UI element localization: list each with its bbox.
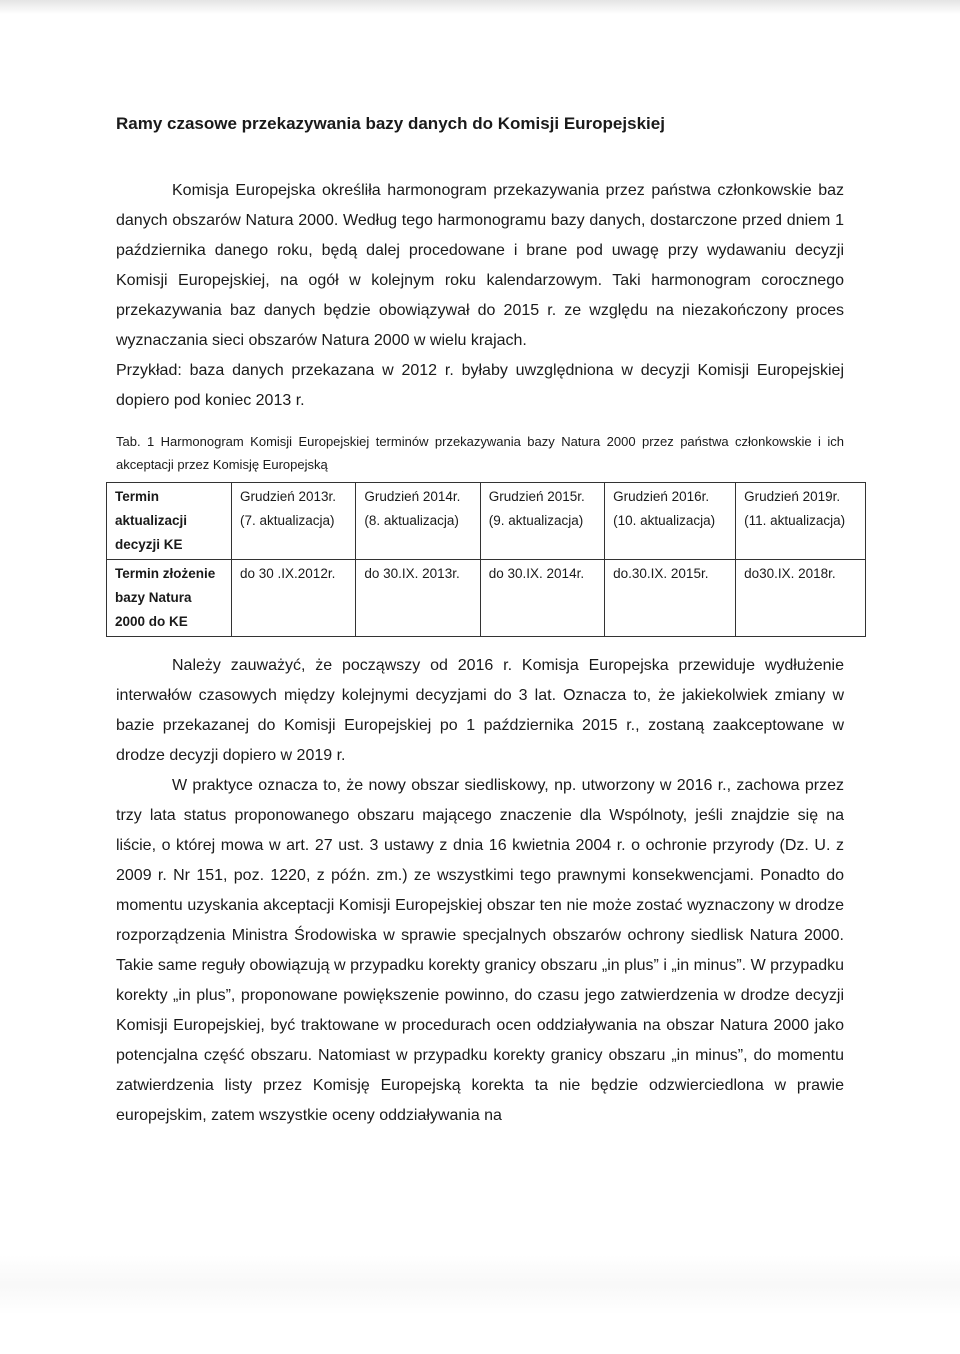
cell-update-number: (7. aktualizacja) [240, 513, 335, 528]
table-cell [356, 483, 480, 560]
scan-edge-bottom [0, 1255, 960, 1315]
table-cell [605, 483, 736, 560]
cell-date: Grudzień 2019r. [744, 489, 841, 504]
table-cell: do 30.IX. 2013r. [356, 560, 480, 637]
table-cell: do30.IX. 2018r. [736, 560, 866, 637]
schedule-table [106, 482, 866, 637]
example-paragraph: Przykład: baza danych przekazana w 2012 r. byłaby uwzględniona w decyzji Komisji Europejskiej dopiero pod koniec 2013 r. [116, 362, 844, 409]
cell-update-number: (11. aktualizacja) [744, 513, 846, 528]
table-cell [232, 483, 356, 560]
practice-paragraph: W praktyce oznacza to, że nowy obszar siedliskowy, np. utworzony w 2016 r., zachowa przez trzy lata status proponowanego obszaru mającego znaczenie dla Wspólnoty, jeśli znajdzie się na liście, o której mowa w art. 27 ust. 3 ustawy z dnia 16 kwietnia 2004 r. o ochronie przyrody (Dz. U. z 2009 r. Nr 151, poz. 1220, z późn. zm.) ze wszystkimi tego prawnymi konsekwencjami. Ponadto do momentu uzyskania akceptacji Komisji Europejskiej obszar ten nie może zostać wyznaczony w drodze rozporządzenia Ministra Środowiska w sprawie specjalnych obszarów ochrony siedlisk Natura 2000. Takie same reguły obowiązują w przypadku korekty granicy obszaru „in plus” i „in minus”. W przypadku korekty „in plus”, proponowane powiększenie powinno, do czasu jego zatwierdzenia w drodze decyzji Komisji Europejskiej, być traktowane w procedurach ocen oddziaływania na obszar Natura 2000 jako potencjalna część obszaru. Natomiast w przypadku korekty granicy obszaru „in minus”, do momentu zatwierdzenia listy przez Komisję Europejską korekta ta nie będzie odzwierciedlona w prawie europejskim, zatem wszystkie oceny oddziaływania na [116, 777, 844, 1124]
table-cell [480, 483, 604, 560]
row-header-submission: Termin złożenie bazy Natura 2000 do KE [107, 560, 232, 637]
cell-update-number: (10. aktualizacja) [613, 513, 716, 528]
cell-date: Grudzień 2016r. [613, 489, 710, 504]
table-row [107, 560, 866, 637]
table-cell: do.30.IX. 2015r. [605, 560, 736, 637]
cell-date: Grudzień 2013r. [240, 489, 337, 504]
intro-paragraph: Komisja Europejska określiła harmonogram przekazywania przez państwa członkowskie baz danych obszarów Natura 2000. Według tego harmonogramu bazy danych, dostarczone przed dniem 1 października danego roku, będą dalej procedowane i brane pod uwagę przy wydawaniu decyzji Komisji Europejskiej, na ogół w kolejnym roku kalendarzowym. Taki harmonogram corocznego przekazywania baz danych będzie obowiązywał do 2015 r. ze względu na niezakończony proces wyznaczania sieci obszarów Natura 2000 w wielu krajach. [116, 182, 844, 349]
table-cell [736, 483, 866, 560]
table-caption: Tab. 1 Harmonogram Komisji Europejskiej terminów przekazywania bazy Natura 2000 przez państwa członkowskie i ich akceptacji przez Komisję Europejską [116, 434, 844, 472]
row-header-update: Termin aktualizacji decyzji KE [107, 483, 232, 560]
scan-edge-top [0, 0, 960, 14]
table-cell: do 30.IX. 2014r. [480, 560, 604, 637]
table-cell: do 30 .IX.2012r. [232, 560, 356, 637]
cell-update-number: (9. aktualizacja) [488, 513, 584, 528]
table-row [107, 483, 866, 560]
note-paragraph: Należy zauważyć, że począwszy od 2016 r. Komisja Europejska przewiduje wydłużenie interwałów czasowych między kolejnymi decyzjami do 3 lat. Oznacza to, że jakiekolwiek zmiany w bazie przekazanej do Komisji Europejskiej po 1 października 2015 r., zostaną zaakceptowane w drodze decyzji dopiero w 2019 r. [116, 657, 844, 764]
document-title: Ramy czasowe przekazywania bazy danych do Komisji Europejskiej [116, 114, 665, 133]
document-page [116, 112, 844, 1131]
cell-date: Grudzień 2014r. [364, 489, 461, 504]
cell-date: Grudzień 2015r. [488, 489, 585, 504]
cell-update-number: (8. aktualizacja) [364, 513, 459, 528]
